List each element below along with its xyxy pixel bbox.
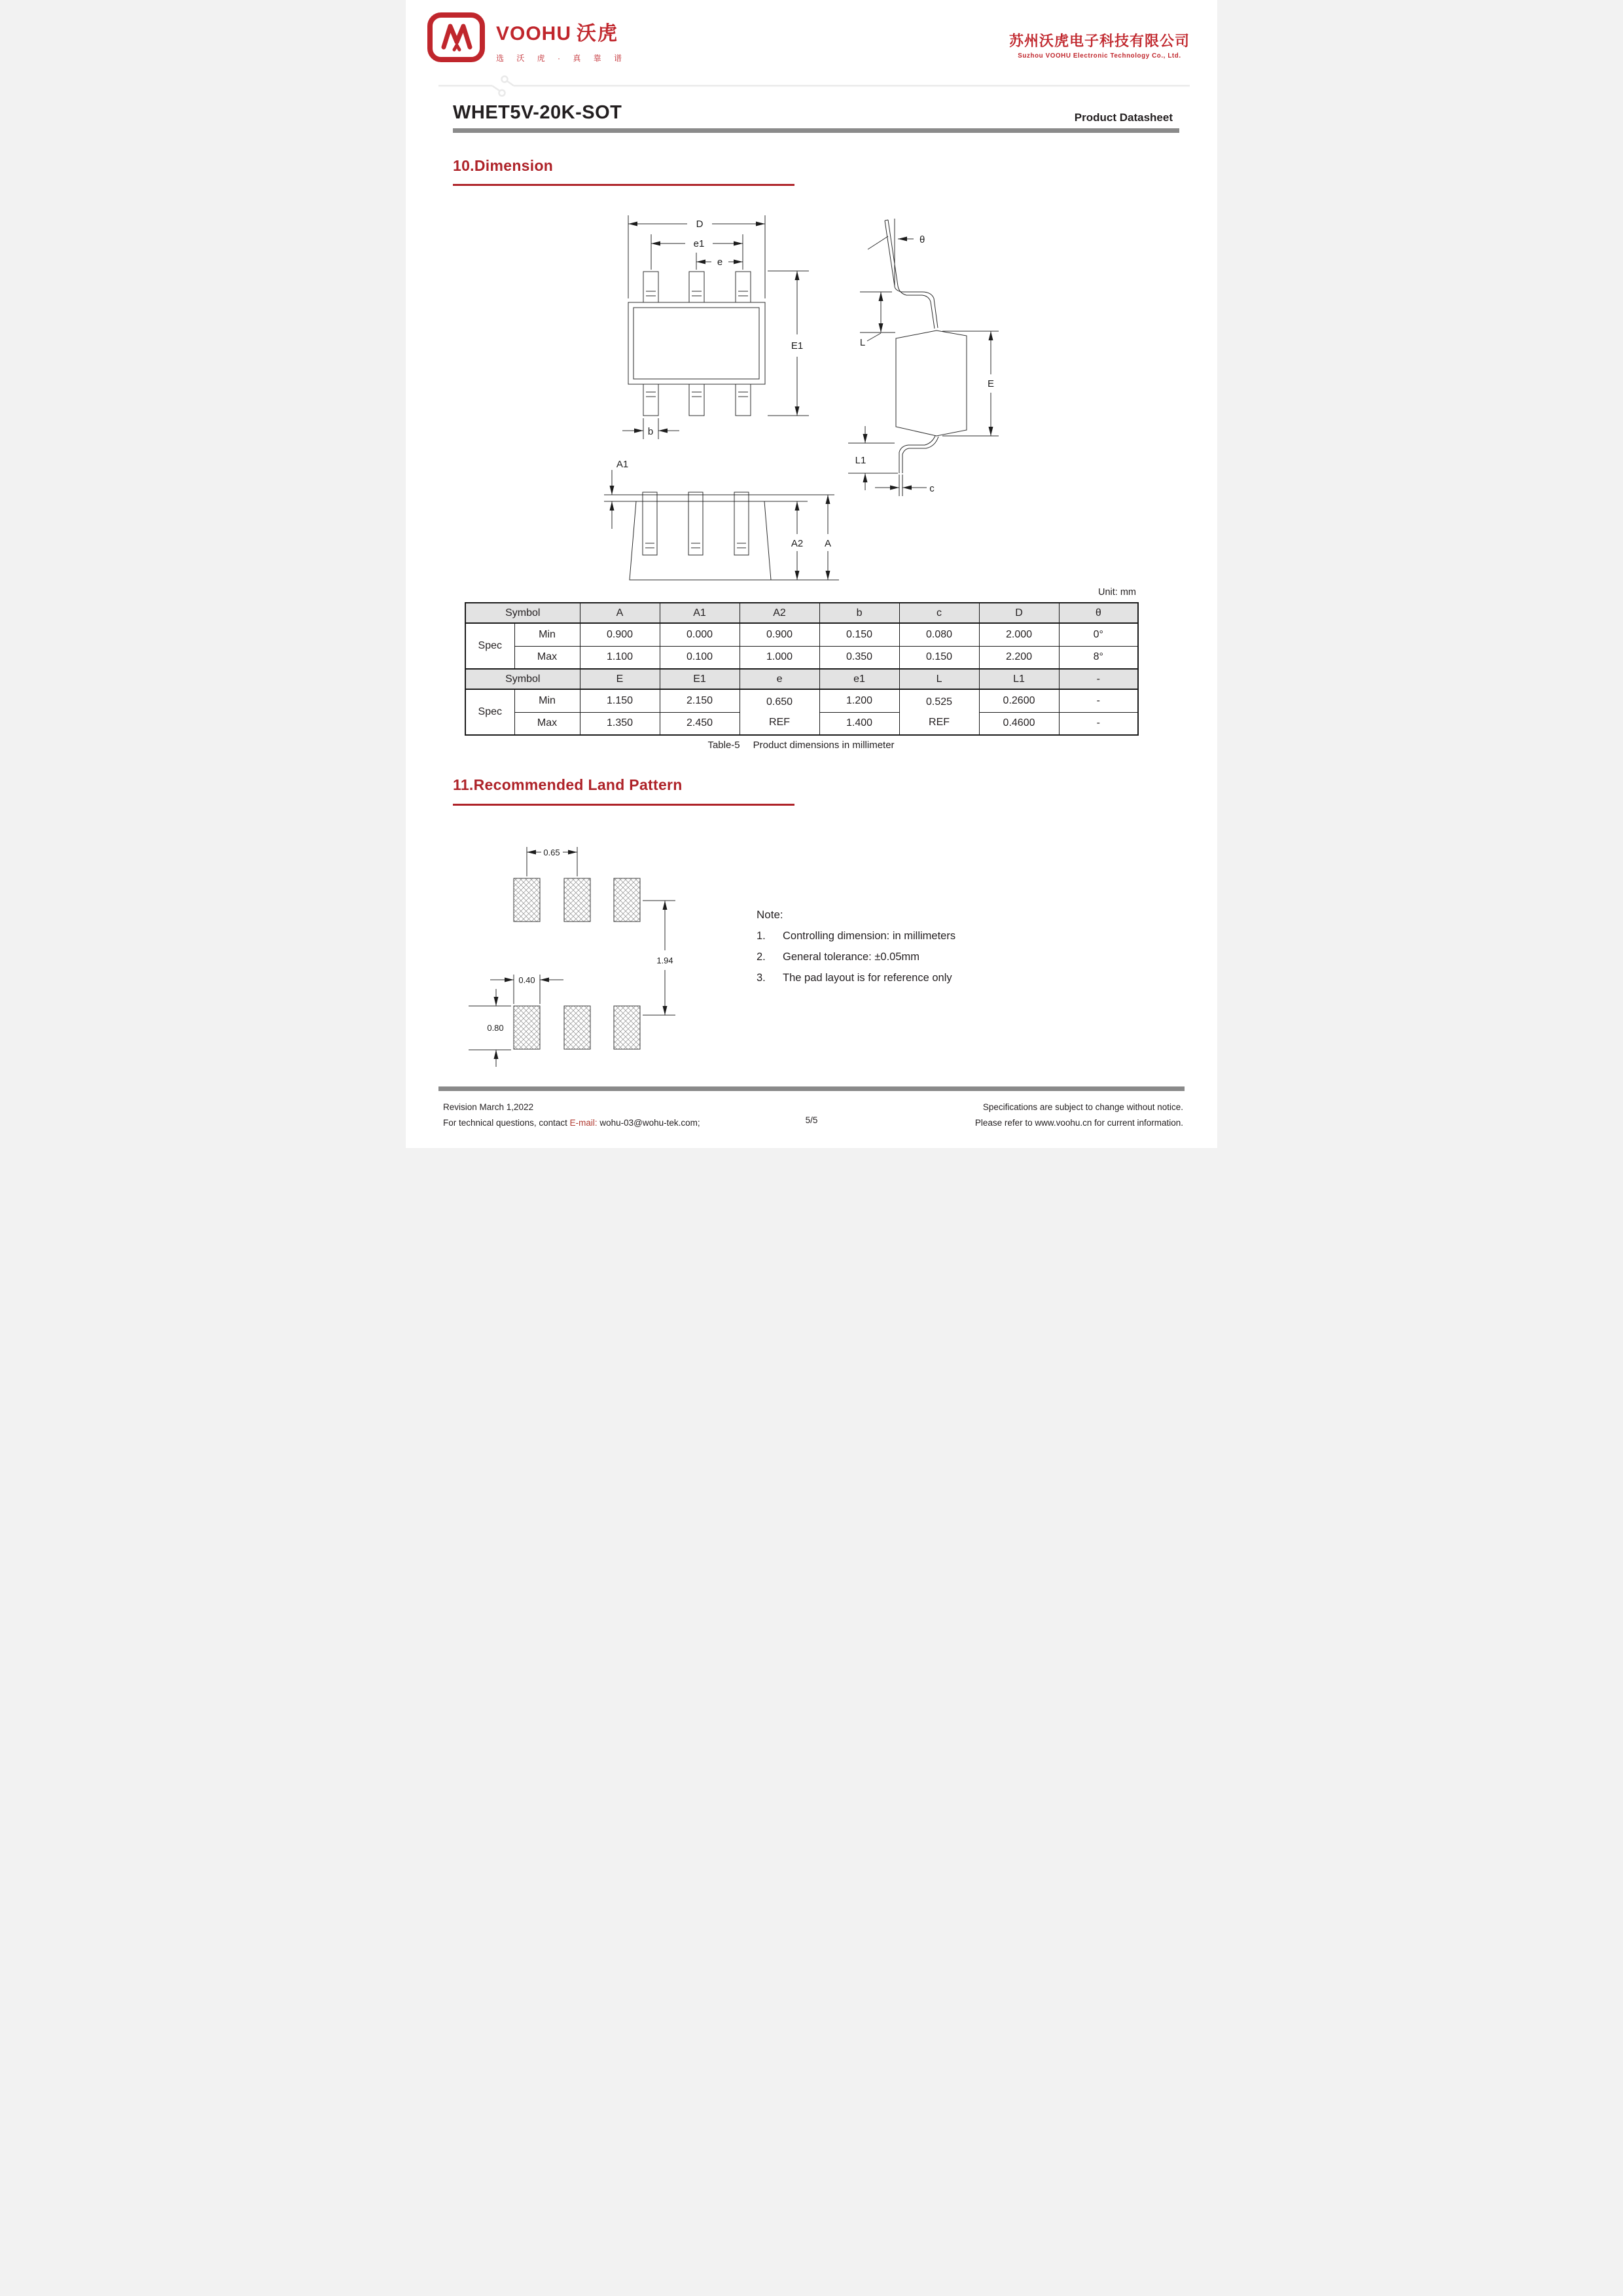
- table-row: [465, 623, 1138, 646]
- footer-website-note: Please refer to www.voohu.cn for current information.: [974, 1118, 1183, 1128]
- merged-value-top: 0.525: [925, 696, 953, 708]
- package-body-front: [630, 501, 771, 580]
- table-cell: 0.2600: [979, 689, 1059, 712]
- footer-email: wohu-03@wohu-tek.com;: [597, 1118, 700, 1128]
- dim-label-L1: L1: [855, 455, 866, 466]
- table-cell: Max: [514, 646, 580, 669]
- dim-label-E: E: [987, 378, 995, 389]
- logo: [425, 9, 627, 64]
- table-cell: 2.000: [979, 623, 1059, 646]
- table-cell: e1: [819, 669, 899, 689]
- company-name-en: Suzhou VOOHU Electronic Technology Co., Ltd.: [1018, 52, 1181, 60]
- land-pad: [514, 1006, 540, 1049]
- table-cell: Symbol: [465, 603, 580, 623]
- table-cell: [740, 689, 819, 735]
- table-cell: c: [899, 603, 979, 623]
- merged-value-bottom: REF: [769, 717, 791, 728]
- table-cell: 0.000: [660, 623, 740, 646]
- table-cell: 2.200: [979, 646, 1059, 669]
- dim-label-A2: A2: [791, 538, 804, 549]
- table-cell: Symbol: [465, 669, 580, 689]
- table-cell: [899, 689, 979, 735]
- table-cell: A: [580, 603, 660, 623]
- table-cell: 0°: [1059, 623, 1138, 646]
- footer-contact-prefix: For technical questions, contact: [443, 1118, 570, 1128]
- dim-label-D: D: [696, 219, 704, 230]
- notes-block: [757, 908, 955, 984]
- note-number: 3.: [757, 972, 766, 984]
- footer-notice: Specifications are subject to change without notice.: [982, 1102, 1183, 1112]
- dim-label-b: b: [647, 426, 654, 437]
- title-divider-bar: [453, 128, 1179, 133]
- package-body-side: [896, 331, 967, 436]
- table-cell: D: [979, 603, 1059, 623]
- dim-label-A: A: [824, 538, 832, 549]
- table-cell: E1: [660, 669, 740, 689]
- note-number: 2.: [757, 951, 766, 963]
- table-cell: A2: [740, 603, 819, 623]
- package-top-view-drawing: [596, 196, 857, 445]
- table-cell: 1.100: [580, 646, 660, 669]
- table-caption-label: Table-5: [707, 740, 740, 751]
- section-11-underline: [453, 804, 794, 806]
- table-cell: e: [740, 669, 819, 689]
- page-title: WHET5V-20K-SOT: [453, 102, 622, 123]
- table-cell: 0.150: [899, 646, 979, 669]
- table-cell: 2.150: [660, 689, 740, 712]
- table-cell: -: [1059, 669, 1138, 689]
- land-pad: [564, 1006, 590, 1049]
- table-caption: [465, 740, 1137, 751]
- note-text: The pad layout is for reference only: [783, 972, 952, 984]
- page-number: 5/5: [805, 1115, 818, 1125]
- table-cell: -: [1059, 689, 1138, 712]
- table-cell: Min: [514, 689, 580, 712]
- table-cell: 1.400: [819, 712, 899, 735]
- table-row: [465, 669, 1138, 689]
- land-pad: [614, 878, 640, 922]
- footer-right: [975, 1100, 1183, 1131]
- table-row: [465, 646, 1138, 669]
- land-pad: [564, 878, 590, 922]
- table-cell: 1.350: [580, 712, 660, 735]
- dim-label-theta: θ: [919, 234, 925, 245]
- unit-note: Unit: mm: [1098, 587, 1136, 598]
- dim-label-pad-width: 0.40: [518, 975, 535, 985]
- table-cell: 0.900: [580, 623, 660, 646]
- note-item: [757, 951, 955, 963]
- table-cell: 1.150: [580, 689, 660, 712]
- dim-label-L: L: [859, 337, 866, 348]
- voohu-logo-icon: [425, 9, 488, 64]
- table-cell: Spec: [465, 623, 514, 669]
- table-cell: 1.200: [819, 689, 899, 712]
- dim-label-A1: A1: [616, 459, 629, 470]
- land-pad: [514, 878, 540, 922]
- logo-text: [496, 9, 627, 63]
- table-cell: θ: [1059, 603, 1138, 623]
- table-cell: 0.150: [819, 623, 899, 646]
- table-cell: 0.100: [660, 646, 740, 669]
- table-cell: 0.350: [819, 646, 899, 669]
- datasheet-page: [406, 0, 1217, 1148]
- table-cell: 2.450: [660, 712, 740, 735]
- table-row: [465, 689, 1138, 712]
- note-item: [757, 972, 955, 984]
- dim-label-E1: E1: [791, 340, 804, 351]
- table-cell: b: [819, 603, 899, 623]
- dim-label-c: c: [929, 483, 935, 494]
- footer-divider-bar: [438, 1086, 1185, 1091]
- dimension-table: [465, 602, 1139, 736]
- dim-label-pad-height: 0.80: [487, 1023, 504, 1033]
- table-cell: 0.900: [740, 623, 819, 646]
- table-cell: 8°: [1059, 646, 1138, 669]
- table-cell: A1: [660, 603, 740, 623]
- brand-chinese: 沃虎: [577, 23, 619, 45]
- merged-value-bottom: REF: [929, 717, 950, 728]
- package-body: [628, 302, 765, 384]
- dim-label-e: e: [717, 257, 723, 268]
- table-cell: 0.080: [899, 623, 979, 646]
- note-text: General tolerance: ±0.05mm: [783, 951, 919, 963]
- table-cell: Spec: [465, 689, 514, 735]
- company-name-cn: 苏州沃虎电子科技有限公司: [1008, 33, 1190, 49]
- note-number: 1.: [757, 930, 766, 942]
- section-10-underline: [453, 184, 794, 186]
- footer-revision: Revision March 1,2022: [443, 1102, 534, 1112]
- footer-email-label: E-mail:: [569, 1118, 597, 1128]
- section-11-heading: 11.Recommended Land Pattern: [453, 776, 683, 793]
- dim-label-e1: e1: [693, 238, 705, 249]
- table-cell: Max: [514, 712, 580, 735]
- table-caption-text: Product dimensions in millimeter: [753, 740, 895, 751]
- table-cell: L1: [979, 669, 1059, 689]
- table-cell: L: [899, 669, 979, 689]
- table-cell: Min: [514, 623, 580, 646]
- note-item: [757, 930, 955, 942]
- merged-value-top: 0.650: [766, 696, 793, 708]
- package-front-view-drawing: [599, 455, 847, 589]
- table-cell: E: [580, 669, 660, 689]
- brand-tagline: 选 沃 虎 · 真 靠 谱: [496, 54, 628, 63]
- dim-label-pitch: 0.65: [543, 848, 560, 857]
- note-text: Controlling dimension: in millimeters: [783, 930, 956, 942]
- package-side-view-drawing: [851, 209, 1021, 504]
- brand-latin: VOOHU: [496, 23, 572, 45]
- notes-title: Note:: [757, 908, 783, 921]
- table-cell: 0.4600: [979, 712, 1059, 735]
- table-cell: -: [1059, 712, 1138, 735]
- land-pad: [614, 1006, 640, 1049]
- section-10-heading: 10.Dimension: [453, 157, 554, 174]
- brand-name: [496, 17, 627, 46]
- table-cell: 1.000: [740, 646, 819, 669]
- company-block: [1009, 30, 1190, 60]
- table-row: [465, 603, 1138, 623]
- doc-type-label: Product Datasheet: [1074, 111, 1173, 124]
- dim-label-span: 1.94: [656, 956, 673, 965]
